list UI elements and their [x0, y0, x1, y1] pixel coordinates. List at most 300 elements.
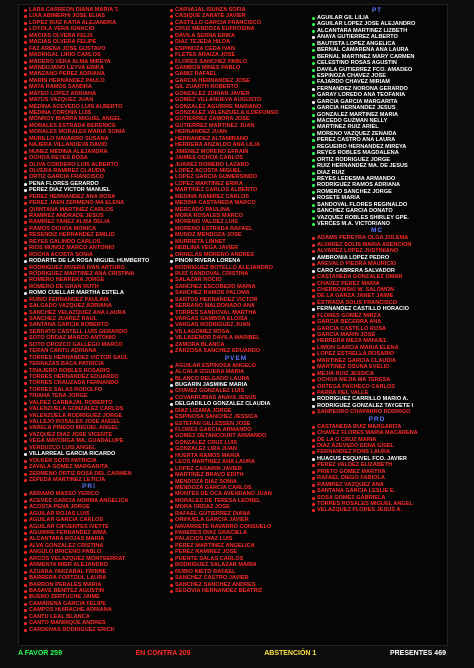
- vote-indicator-icon: [24, 299, 27, 302]
- vote-indicator-icon: [312, 315, 315, 318]
- deputy-name: ESTEFAN GILLESSEN JOSE: [175, 420, 251, 427]
- deputy-name: VERCES M.A. VICTORIANO: [317, 221, 390, 227]
- deputy-name: ORTIZ RODRIGUEZ JORGE: [317, 156, 391, 163]
- vote-indicator-icon: [24, 564, 27, 567]
- deputy-name: PEREZ DIAZ VICTOR MANUEL: [29, 187, 111, 194]
- vote-indicator-icon: [312, 373, 315, 376]
- vote-indicator-icon: [312, 152, 315, 155]
- vote-indicator-icon: [170, 131, 173, 134]
- vote-indicator-icon: [170, 279, 173, 282]
- vote-indicator-icon: [24, 176, 27, 179]
- deputy-name: MARTINEZ OSUNA EVELIO: [317, 364, 390, 371]
- deputy-name: FLORES SANCHEZ PABLO: [175, 58, 247, 65]
- vote-indicator-icon: [312, 340, 315, 343]
- deputy-name: MARTINEZ CARLOS ALBERTO: [175, 187, 258, 194]
- deputy-name: TORRES SANDOVAL MARTHA: [175, 309, 257, 316]
- vote-indicator-icon: [312, 398, 315, 401]
- vote-indicator-icon: [312, 244, 315, 247]
- deputy-name: PUENTE SALAS CARLOS: [175, 555, 244, 562]
- vote-indicator-icon: [24, 493, 27, 496]
- vote-indicator-icon: [170, 468, 173, 471]
- deputy-name: DIAZ LIZAMA JORGE: [175, 407, 232, 414]
- deputy-name: DIAZ RUIZ: [317, 169, 345, 176]
- vote-indicator-icon: [24, 93, 27, 96]
- deputy-name: RODRIGUEZ GONZALEZ TAYGETE I: [317, 402, 414, 409]
- deputy-name: LOPEZ ACOSTA MIGUEL: [175, 167, 242, 174]
- vote-indicator-icon: [312, 159, 315, 162]
- vote-indicator-icon: [24, 402, 27, 405]
- deputy-name: REYES LEDESMA ARMANDO: [317, 175, 396, 182]
- deputy-name: RUIZ HERNANDEZ MA. DE JESUS: [317, 163, 408, 170]
- deputy-name: FERNANDEZ CASTILLO HORACIO: [317, 306, 409, 313]
- vote-indicator-icon: [170, 532, 173, 535]
- vote-indicator-icon: [312, 204, 315, 207]
- vote-indicator-icon: [24, 434, 27, 437]
- deputy-name: RODRIGUEZ RIVERA IVAN ARTURO: [29, 264, 125, 271]
- deputy-name: HERNANDEZ ALTAMIRANO: [175, 135, 249, 142]
- vote-indicator-icon: [170, 538, 173, 541]
- deputy-name: ROMERO SANCHEZ JORGE: [317, 188, 392, 195]
- vote-indicator-icon: [312, 503, 315, 506]
- vote-indicator-icon: [170, 241, 173, 244]
- vote-indicator-icon: [24, 421, 27, 424]
- vote-indicator-icon: [24, 15, 27, 18]
- deputy-name: OCHOA MEJIA MA TERESA: [317, 377, 391, 384]
- deputy-name: ARMENTA MIER ALEJANDRO: [29, 562, 109, 569]
- vote-indicator-icon: [24, 305, 27, 308]
- deputy-name: TRIANA TENA JORGE: [29, 393, 88, 400]
- deputy-name: SEGOVIA HERNANDEZ BEATRIZ: [175, 587, 263, 594]
- vote-indicator-icon: [24, 9, 27, 12]
- deputy-name: MERCADO PAULINA: [175, 206, 230, 213]
- deputy-name: GAMBOA MINES PABLO: [175, 64, 241, 71]
- vote-indicator-icon: [24, 221, 27, 224]
- deputy-name: GONZALEZ VALENZUELA ILDEFONSO: [175, 110, 279, 116]
- deputy-name: ORTIZ GARCIA FRANCISCO: [29, 174, 104, 181]
- vote-indicator-icon: [170, 487, 173, 490]
- vote-indicator-icon: [24, 408, 27, 411]
- vote-indicator-icon: [170, 365, 173, 368]
- deputy-name: ROMERO DE GRAN RUTH: [29, 283, 99, 290]
- deputy-name: BAUTISTA LOPEZ ANGELICA: [317, 40, 396, 47]
- deputy-name: CARDENAS RODRIGUEZ ERICK: [29, 626, 115, 633]
- vote-indicator-icon: [312, 276, 315, 279]
- vote-indicator-icon: [170, 260, 173, 263]
- vote-indicator-icon: [170, 202, 173, 205]
- deputy-name: ORIHUELA GARCIA JAVIER: [175, 517, 249, 524]
- deputy-name: ESPINOZA CEDA IVAN: [175, 45, 236, 52]
- deputy-name: ACEVES GARCIA NORMA ANGELICA: [29, 497, 129, 504]
- vote-indicator-icon: [170, 461, 173, 464]
- total-contra: EN CONTRA 209: [135, 649, 191, 657]
- vote-indicator-icon: [24, 228, 27, 231]
- vote-indicator-icon: [170, 410, 173, 413]
- vote-indicator-icon: [24, 389, 27, 392]
- deputy-name: CARVAJAL ISUNZA SOFIA: [175, 7, 246, 13]
- vote-indicator-icon: [24, 596, 27, 599]
- vote-indicator-icon: [170, 9, 173, 12]
- vote-indicator-icon: [170, 390, 173, 393]
- vote-indicator-icon: [312, 107, 315, 110]
- deputy-name: ALVA GONZALEZ CRISTINA: [29, 542, 104, 549]
- deputy-name: NAJERA VILLANUEVA DAVID: [29, 142, 108, 149]
- deputy-name: SANCHEZ JUAREZ RAUL: [29, 316, 98, 322]
- vote-indicator-icon: [312, 289, 315, 292]
- deputy-name: MATUS VAZQUEZ JUAN: [29, 97, 94, 104]
- vote-indicator-icon: [170, 67, 173, 70]
- deputy-name: ZAVALA GOMEZ MARGARITA: [29, 464, 109, 471]
- deputy-name: ALCALA IZGUERA MARIA: [175, 369, 245, 376]
- deputy-name: GARAY LOREDO ANA TEOFANIA: [317, 92, 406, 99]
- total-abstencion: ABSTENCIÓN 1: [264, 649, 317, 657]
- vote-indicator-icon: [170, 590, 173, 593]
- vote-indicator-icon: [24, 164, 27, 167]
- deputy-name: VEGA MAYORGA MA. GUADALUPE: [29, 438, 124, 445]
- deputy-name: AZUARA YARZABAL FRINNE: [29, 568, 107, 575]
- deputy-name: VALENZUELA RODRIGUEZ JORGE: [29, 412, 123, 419]
- vote-indicator-icon: [170, 403, 173, 406]
- deputy-name: AGUILAR LOPEZ JOSE ALEJANDRO: [317, 21, 416, 28]
- deputy-name: CELESTINO ROSAS AGUSTIN: [317, 60, 397, 67]
- deputy-name: ABRAMO MASSO YERICO: [29, 491, 100, 498]
- vote-indicator-icon: [24, 209, 27, 212]
- deputy-name: AGUILAR ESPINOSA ANGELO: [175, 362, 257, 369]
- deputy-name: GUTIERREZ ZAMORA JOSE: [175, 116, 250, 123]
- deputy-name: ROMO CUELLAR MARTHA ESTELA: [29, 290, 124, 297]
- deputy-name: SANCHEZ VELAZQUEZ ANA LAURA: [29, 309, 126, 316]
- deputy-name: DAVILA SERNA ERIKA: [175, 32, 236, 39]
- vote-indicator-icon: [24, 35, 27, 38]
- vote-indicator-icon: [170, 474, 173, 477]
- vote-indicator-icon: [24, 157, 27, 160]
- deputy-name: RODRIGUEZ RAMOS ADRIANA: [317, 182, 401, 189]
- deputy-name: OLVERA RAMIREZ CLAUDIA: [29, 167, 106, 174]
- vote-indicator-icon: [312, 101, 315, 104]
- deputy-name: ADAMS PEREYRA OLGA ZULEMA: [317, 235, 409, 242]
- deputy-name: GOMEZ DETANCOURT ARMANDO: [175, 433, 267, 440]
- vote-indicator-icon: [24, 106, 27, 109]
- vote-indicator-icon: [312, 321, 315, 324]
- deputy-name: FERNANDEZ NORONA GERARDO: [317, 85, 408, 92]
- deputy-name: MARTINEZ BRAVO EDITH: [175, 472, 244, 479]
- vote-indicator-icon: [24, 267, 27, 270]
- vote-indicator-icon: [170, 442, 173, 445]
- deputy-name: SOTO ORDAZ MARCO ANTONIO: [29, 335, 116, 342]
- deputy-name: MARIN HERNANDEZ PAULO: [29, 77, 105, 84]
- vote-indicator-icon: [24, 125, 27, 128]
- vote-indicator-icon: [24, 41, 27, 44]
- deputy-name: MARTINEZ GARCIA CLAUDIA: [317, 357, 397, 364]
- party-header: PT: [371, 7, 383, 14]
- vote-indicator-icon: [24, 170, 27, 173]
- deputy-name: RODRIGUEZ CARRILLO MARIO A.: [317, 396, 409, 403]
- vote-indicator-icon: [170, 344, 173, 347]
- vote-indicator-icon: [170, 519, 173, 522]
- vote-indicator-icon: [312, 172, 315, 175]
- deputy-name: MORENO VAZQUEZ ZENAIDA: [317, 130, 397, 137]
- vote-indicator-icon: [24, 473, 27, 476]
- deputy-name: CHERBOWSKI W. SALOMON: [317, 286, 395, 293]
- vote-indicator-icon: [170, 378, 173, 381]
- deputy-name: MENDOZA GARCIA CARLOS: [175, 484, 252, 491]
- deputy-name: RODRIGUEZ MARTINEZ ANA CRISTINA: [29, 270, 135, 277]
- vote-indicator-icon: [170, 15, 173, 18]
- deputy-name: ANGULO BRICENO PABLO: [29, 549, 102, 556]
- voting-board: [18, 4, 448, 646]
- deputy-name: MARTINEZ RUIZ ARIEL: [317, 124, 379, 131]
- deputy-name: TORRES CRAUZADA FERNANDO: [29, 380, 119, 387]
- vote-indicator-icon: [170, 416, 173, 419]
- vote-indicator-icon: [312, 257, 315, 260]
- deputy-name: CAMARENA GARCIA FELIPE: [29, 600, 106, 607]
- vote-indicator-icon: [312, 56, 315, 59]
- deputy-name: CANTU LEAL BLANCA: [29, 613, 90, 620]
- deputy-name: RAFAEL DIEGO FABIOLA: [317, 475, 385, 482]
- deputy-name: TERRAZAS BACA PATRICIA: [29, 361, 105, 368]
- deputy-name: GIL ZUARTH ROBERTO: [175, 84, 239, 91]
- vote-indicator-icon: [170, 35, 173, 38]
- vote-indicator-icon: [170, 371, 173, 374]
- vote-indicator-icon: [312, 392, 315, 395]
- deputy-name: BARRON PERALES MARIA: [29, 581, 102, 588]
- vote-indicator-icon: [170, 324, 173, 327]
- vote-indicator-icon: [24, 61, 27, 64]
- deputy-name: ARCOS VELAZQUEZ MONTSERRAT: [29, 555, 126, 562]
- vote-indicator-icon: [24, 48, 27, 51]
- vote-indicator-icon: [170, 215, 173, 218]
- vote-indicator-icon: [170, 48, 173, 51]
- deputy-name: MURRIETA LINNET: [175, 238, 226, 245]
- vote-indicator-icon: [170, 337, 173, 340]
- vote-indicator-icon: [24, 545, 27, 548]
- deputy-name: CASTANEDA GONZALEZ OMAR: [317, 274, 403, 281]
- vote-indicator-icon: [312, 36, 315, 39]
- vote-indicator-icon: [24, 67, 27, 70]
- deputy-name: HUACUS ESQUIVEL FCO. JAVIER: [317, 455, 407, 462]
- vote-indicator-icon: [170, 73, 173, 76]
- vote-indicator-icon: [312, 81, 315, 84]
- deputy-name: GARCIA BECERRA ANA: [317, 319, 382, 326]
- vote-indicator-icon: [170, 247, 173, 250]
- vote-indicator-icon: [24, 99, 27, 102]
- vote-indicator-icon: [170, 292, 173, 295]
- vote-indicator-icon: [312, 458, 315, 461]
- vote-indicator-icon: [170, 455, 173, 458]
- deputy-name: RUBIO FERNANDEZ PAULINA: [29, 296, 110, 303]
- deputy-row: [311, 507, 443, 513]
- deputy-name: OCHOA REYES ROSA: [29, 155, 88, 162]
- vote-indicator-icon: [24, 376, 27, 379]
- deputy-name: CAMPOS HUIRACHE ADRIANA: [29, 607, 112, 614]
- vote-indicator-icon: [24, 318, 27, 321]
- vote-indicator-icon: [170, 526, 173, 529]
- vote-indicator-icon: [170, 164, 173, 167]
- deputy-name: ORNELAS MORENO ANDRES: [175, 251, 255, 258]
- deputy-name: SANCHEZ SANCHEZ ANDRES: [175, 581, 256, 588]
- deputy-name: CASTILLO GARCIA FRANCISCO: [175, 19, 262, 26]
- vote-indicator-icon: [312, 43, 315, 46]
- deputy-name: VALLEJO ROSALES JOSE ANGEL: [29, 419, 121, 425]
- vote-indicator-icon: [312, 94, 315, 97]
- deputy-name: GONZALEZ LIRA JUAN: [175, 446, 237, 453]
- vote-indicator-icon: [312, 477, 315, 480]
- vote-indicator-icon: [170, 209, 173, 212]
- deputy-name: ROCHA ACOSTA SONIA: [29, 251, 93, 258]
- vote-indicator-icon: [312, 497, 315, 500]
- deputy-name: LOPEZ CASARIN JAVIER: [175, 465, 243, 472]
- vote-indicator-icon: [312, 120, 315, 123]
- vote-indicator-icon: [170, 106, 173, 109]
- vote-indicator-icon: [312, 405, 315, 408]
- vote-indicator-icon: [24, 324, 27, 327]
- deputy-name: RIOS MUNOZ MARCO ANTONIO: [29, 245, 115, 252]
- deputy-name: VERDUZCO LUIS ANGEL: [29, 444, 96, 451]
- deputy-name: MEDINA CORONA LUIS: [29, 110, 92, 116]
- deputy-name: CHAVEZ PEREZ MARIA: [317, 280, 380, 287]
- deputy-name: ACOSTA PENA JORGE: [29, 504, 91, 511]
- deputy-row: [169, 588, 303, 594]
- vote-indicator-icon: [312, 353, 315, 356]
- deputy-name: MACIAS OLVERA FELIPE: [29, 39, 97, 46]
- deputy-name: RAMIREZ YANEZ ALMA DELIA: [29, 219, 111, 226]
- vote-indicator-icon: [312, 509, 315, 512]
- vote-indicator-icon: [24, 460, 27, 463]
- deputy-name: SALGADO VAZQUEZ ADRIANA: [29, 303, 112, 310]
- vote-indicator-icon: [24, 22, 27, 25]
- deputy-name: JAIMES OCHOA CARLOS: [175, 155, 244, 162]
- vote-indicator-icon: [24, 112, 27, 115]
- deputy-name: MATEO LOPEZ ADRIANA: [29, 90, 97, 97]
- vote-indicator-icon: [312, 379, 315, 382]
- vote-indicator-icon: [312, 191, 315, 194]
- deputy-name: ZARZOSA SANCHEZ EDUARDO: [175, 348, 261, 355]
- vote-indicator-icon: [24, 234, 27, 237]
- vote-indicator-icon: [170, 331, 173, 334]
- deputy-name: DE LA GARZA JANET JAIME: [317, 293, 394, 300]
- board-column-2: [169, 7, 303, 643]
- deputy-name: LEOS MARTINEZ ANA LAURA: [175, 459, 256, 466]
- deputy-name: BLANCO DELGADO LAURA: [175, 375, 250, 382]
- vote-indicator-icon: [24, 80, 27, 83]
- deputy-name: MANZANO PEREZ ADRIANA: [29, 71, 105, 78]
- deputy-name: RUIZ SANDOVAL CRISTINA: [175, 270, 249, 277]
- vote-indicator-icon: [312, 133, 315, 136]
- deputy-name: TORRES SALAS RODOLFO: [29, 386, 103, 393]
- party-header: PRD: [368, 415, 386, 423]
- vote-indicator-icon: [170, 170, 173, 173]
- vote-indicator-icon: [170, 312, 173, 315]
- deputy-name: VOLKER SOTO PATRICIA: [29, 457, 97, 464]
- deputy-name: ZEPEDA MARTINEZ LETICIA: [29, 476, 106, 483]
- vote-indicator-icon: [312, 360, 315, 363]
- vote-indicator-icon: [24, 616, 27, 619]
- deputy-name: VAZQUEZ ROBLES SHIRLEY GPE.: [317, 214, 409, 221]
- vote-indicator-icon: [170, 176, 173, 179]
- deputy-name: CARO CABRERA SALVADOR: [317, 267, 395, 274]
- vote-indicator-icon: [24, 609, 27, 612]
- deputy-name: VARELA PINEDO MIGUEL ANGEL: [29, 425, 119, 432]
- deputy-row: [311, 409, 443, 415]
- deputy-name: CANTO MANRIQUE ANDRES: [29, 620, 106, 627]
- vote-indicator-icon: [24, 247, 27, 250]
- vote-indicator-icon: [24, 215, 27, 218]
- deputy-name: AREVALO PIEDRA MAURICIO: [317, 261, 397, 268]
- vote-indicator-icon: [24, 357, 27, 360]
- deputy-name: MURILLO NAVARRO SUSANA: [29, 135, 109, 142]
- vote-indicator-icon: [170, 577, 173, 580]
- deputy-name: LIXA ABIMERHI JOSE ELIAS: [29, 13, 106, 20]
- deputy-name: FLORES GARCIA ARMANDO: [175, 427, 252, 433]
- deputy-name: SANPEDRO CHAPARRO RODRIGO: [317, 409, 411, 416]
- vote-indicator-icon: [24, 28, 27, 31]
- deputy-name: PEREZ CASTRO ANA LAURA: [317, 137, 396, 144]
- deputy-name: FAZ ARENA JOSE GUSTAVO: [29, 45, 106, 52]
- deputy-name: PEREZ HERNANDEZ ANA ROSA: [29, 193, 116, 200]
- deputy-name: ZERMENO ORTIZ ROSA DEL CARMEN: [29, 470, 132, 477]
- vote-indicator-icon: [24, 415, 27, 418]
- deputy-name: AGUILAR GIL LILIA: [317, 15, 369, 21]
- deputy-name: DAVILA GUTIERREZ FCO. AMADEO: [317, 66, 413, 73]
- deputy-name: MADRIGAL LIRIO CARLOS: [29, 52, 101, 59]
- deputy-name: ESPINOSA SANCHEZ JESSICA: [175, 414, 258, 421]
- deputy-name: PARRA DEL VALLE: [317, 389, 369, 396]
- vote-indicator-icon: [170, 384, 173, 387]
- deputy-name: BARRERA FORTOUL LAURA: [29, 575, 107, 582]
- deputy-name: SANCHEZ ESCOBEDO MARIA: [175, 283, 256, 290]
- vote-indicator-icon: [24, 196, 27, 199]
- vote-indicator-icon: [24, 286, 27, 289]
- vote-indicator-icon: [24, 363, 27, 366]
- deputy-name: VELAZQUEZ FLORES JESUS A.: [317, 507, 402, 514]
- vote-indicator-icon: [24, 629, 27, 632]
- board-column-1: [23, 7, 155, 643]
- deputy-name: CHAVEZ FLORES MARIA MACARENA: [317, 430, 418, 437]
- deputy-name: DIAZ TEJEDA HILDA: [175, 39, 231, 46]
- deputy-name: SOTO OROZCO GALLEGO MARCO: [29, 341, 123, 348]
- deputy-name: BERNAL CAMARENA ANA LAURA: [317, 47, 409, 54]
- vote-indicator-icon: [24, 292, 27, 295]
- deputy-name: AGUILAR ROJAS LUIS: [29, 510, 90, 517]
- vote-indicator-icon: [170, 493, 173, 496]
- vote-indicator-icon: [170, 118, 173, 121]
- deputy-name: MATA RAMOS SANDRA: [29, 84, 92, 91]
- vote-indicator-icon: [170, 500, 173, 503]
- vote-indicator-icon: [170, 22, 173, 25]
- deputy-name: AGUIRRE FERNANDEZ IRMA: [29, 530, 107, 536]
- deputy-name: RUBIO NIETO RAFAEL: [175, 568, 236, 575]
- deputy-name: RODARTE DE LA ROSA MIGUEL HUMBERTO: [29, 258, 150, 265]
- vote-indicator-icon: [24, 532, 27, 535]
- vote-indicator-icon: [24, 118, 27, 121]
- deputy-name: MACIAS OLVERA FELIX: [29, 32, 93, 39]
- deputy-name: TORRES HERNANDEZ EDUARDO: [29, 373, 119, 380]
- vote-indicator-icon: [170, 125, 173, 128]
- deputy-name: SERRATO CASTELL LUIS GERARDO: [29, 328, 128, 335]
- deputy-name: PAREDES DIAZ GRACIELA: [175, 530, 247, 536]
- vote-indicator-icon: [170, 112, 173, 115]
- vote-indicator-icon: [24, 151, 27, 154]
- deputy-name: FERNANDEZ PONS LAURA: [317, 449, 391, 456]
- vote-indicator-icon: [24, 571, 27, 574]
- deputy-name: LOYOLA VERA IGNACIO: [29, 26, 95, 33]
- deputy-row: [23, 627, 155, 633]
- vote-indicator-icon: [24, 479, 27, 482]
- deputy-name: SANCHEZ CASTRO JAVIER: [175, 575, 249, 582]
- vote-indicator-icon: [312, 426, 315, 429]
- deputy-name: TINAJERO ROBLES ROSARIO: [29, 367, 110, 374]
- vote-indicator-icon: [312, 445, 315, 448]
- vote-indicator-icon: [24, 440, 27, 443]
